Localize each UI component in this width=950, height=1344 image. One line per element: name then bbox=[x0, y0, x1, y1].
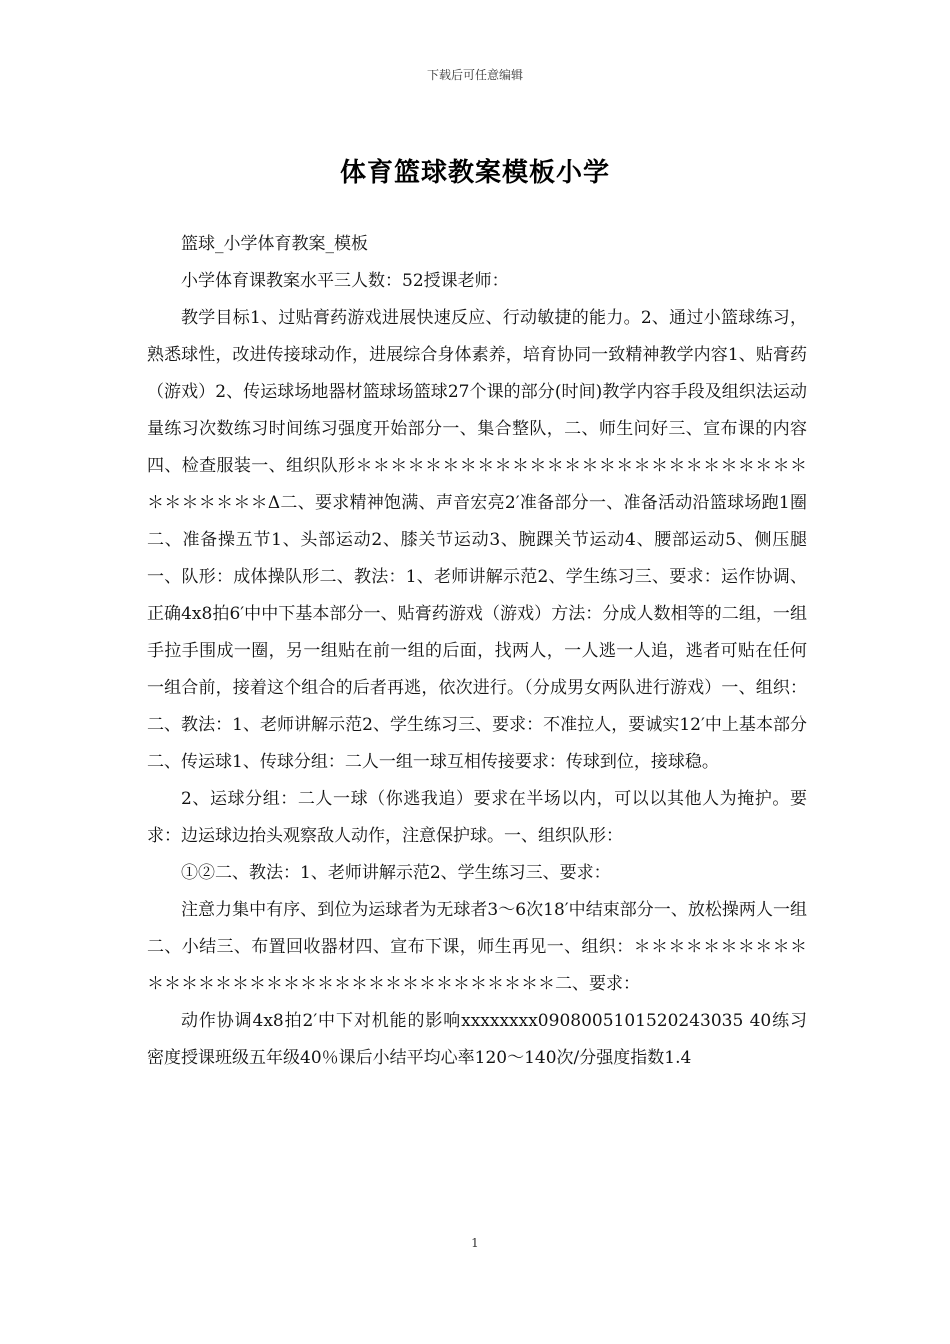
body-paragraph: 2、运球分组：二人一球（你逃我追）要求在半场以内，可以以其他人为掩护。要求：边运球边抬头观察敌人动作，注意保护球。一、组织队形： bbox=[147, 789, 807, 846]
body-paragraph: 注意力集中有序、到位为运球者为无球者3～6次18′中结束部分一、放松操两人一组二、小结三、布置回收器材四、宣布下课，师生再见一、组织：＊＊＊＊＊＊＊＊＊＊＊＊＊＊＊＊＊＊＊＊＊＊＊＊＊＊＊＊＊＊＊＊＊＊二、要求： bbox=[147, 900, 807, 994]
body-paragraph: ①②二、教法：1、老师讲解示范2、学生练习三、要求： bbox=[181, 863, 611, 883]
header-note: 下载后可任意编辑 bbox=[426, 68, 523, 82]
page-number: 1 bbox=[471, 1236, 479, 1250]
body-paragraph: 动作协调4x8拍2′中下对机能的影响xxxxxxxx0908005101520243035 40练习密度授课班级五年级40％课后小结平均心率120～140次/分强度指数1.4 bbox=[147, 1011, 807, 1068]
body-paragraph: 篮球_小学体育教案_模板 bbox=[181, 234, 368, 254]
body-paragraph: 教学目标1、过贴膏药游戏进展快速反应、行动敏捷的能力。2、通过小篮球练习，熟悉球性，改进传接球动作，进展综合身体素养，培育协同一致精神教学内容1、贴膏药（游戏）2、传运球场地器材篮球场篮球27个课的部分(时间)教学内容手段及组织法运动量练习次数练习时间练习强度开始部分一、集合整队，二、师生问好三、宣布课的内容四、检查服装一、组织队形＊＊＊＊＊＊＊＊＊＊＊＊＊＊＊＊＊＊＊＊＊＊＊＊＊＊＊＊＊＊＊＊＊Δ二、要求精神饱满、声音宏亮2′准备部分一、准备活动沿篮球场跑1圈二、准备操五节1、头部运动2、膝关节运动3、腕踝关节运动4、腰部运动5、侧压腿一、队形：成体操队形二、教法：1、老师讲解示范2、学生练习三、要求：运作协调、正确4x8拍6′中中下基本部分一、贴膏药游戏（游戏）方法：分成人数相等的二组，一组手拉手围成一圈，另一组贴在前一组的后面，找两人，一人逃一人追，逃者可贴在任何一组合前，接着这个组合的后者再逃，依次进行。（分成男女两队进行游戏）一、组织：二、教法：1、老师讲解示范2、学生练习三、要求：不准拉人，要诚实12′中上基本部分二、传运球1、传球分组：二人一组一球互相传接要求：传球到位，接球稳。 bbox=[147, 308, 807, 772]
document-title: 体育篮球教案模板小学 bbox=[339, 158, 610, 188]
document-body bbox=[147, 226, 807, 1077]
body-paragraph: 小学体育课教案水平三人数：52授课老师： bbox=[181, 271, 509, 291]
